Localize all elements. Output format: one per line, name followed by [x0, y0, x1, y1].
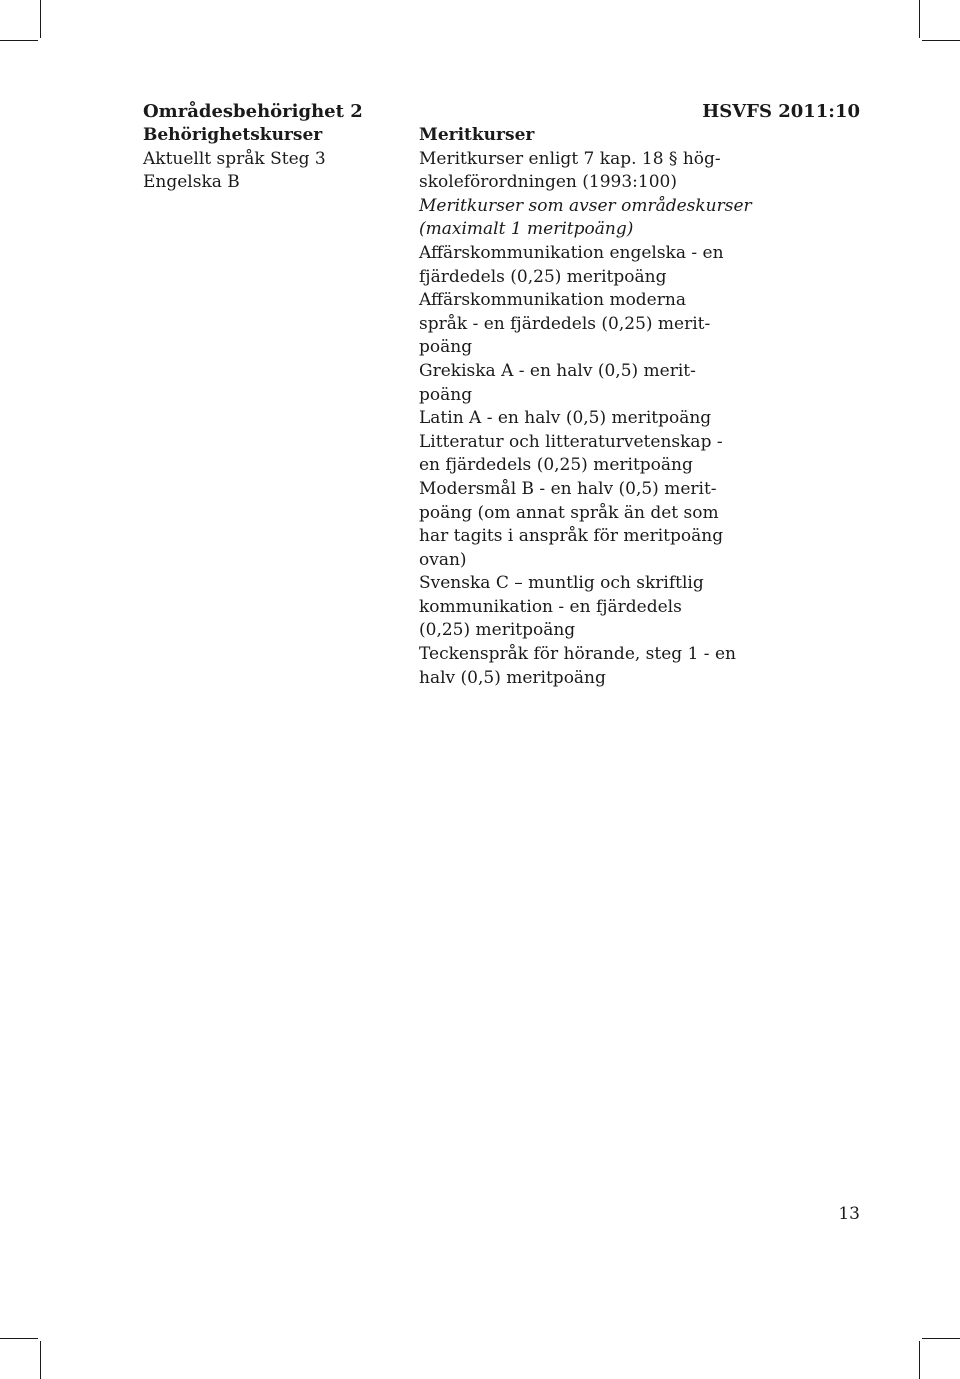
- merit-line: Grekiska A - en halv (0,5) merit-: [419, 360, 696, 381]
- document-code: HSVFS 2011:10: [702, 101, 860, 122]
- merit-line: (maximalt 1 meritpoäng): [419, 219, 634, 240]
- merit-line: Litteratur och litteraturvetenskap -: [419, 431, 723, 452]
- merit-line: ovan): [419, 549, 467, 570]
- crop-mark: [919, 0, 920, 38]
- merit-line: poäng (om annat språk än det som: [419, 502, 719, 523]
- crop-mark: [919, 1341, 920, 1379]
- merit-line: Svenska C – muntlig och skriftlig: [419, 573, 704, 594]
- merit-line: poäng: [419, 384, 473, 405]
- merit-line: har tagits i anspråk för meritpoäng: [419, 526, 724, 547]
- requirement-item: Engelska B: [143, 172, 240, 193]
- merit-line: Modersmål B - en halv (0,5) merit-: [419, 478, 717, 499]
- crop-mark: [40, 1341, 41, 1379]
- crop-mark: [40, 0, 41, 38]
- merit-lines: [419, 148, 752, 691]
- merit-line: poäng: [419, 337, 473, 358]
- merit-line: (0,25) meritpoäng: [419, 620, 576, 641]
- section-title: Områdesbehörighet 2: [143, 101, 363, 122]
- crop-mark: [922, 40, 960, 41]
- merit-line: fjärdedels (0,25) meritpoäng: [419, 266, 667, 287]
- requirement-item: Aktuellt språk Steg 3: [143, 148, 326, 169]
- merit-line: språk - en fjärdedels (0,25) merit-: [419, 313, 711, 334]
- crop-mark: [922, 1338, 960, 1339]
- merit-line: Meritkurser enligt 7 kap. 18 § hög-: [419, 148, 721, 169]
- merit-heading: Meritkurser: [419, 125, 535, 145]
- merit-line: halv (0,5) meritpoäng: [419, 667, 606, 688]
- requirements-heading: Behörighetskurser: [143, 125, 323, 145]
- page-number: 13: [838, 1204, 860, 1224]
- merit-line: en fjärdedels (0,25) meritpoäng: [419, 455, 693, 476]
- merit-line: kommunikation - en fjärdedels: [419, 596, 682, 617]
- merit-line: Affärskommunikation moderna: [419, 290, 686, 311]
- merit-courses-column: [419, 124, 752, 690]
- merit-line: Teckenspråk för hörande, steg 1 - en: [419, 644, 736, 665]
- merit-line: Meritkurser som avser områdeskurser: [419, 195, 752, 216]
- requirements-column: [143, 124, 403, 195]
- crop-mark: [0, 1338, 38, 1339]
- merit-line: Latin A - en halv (0,5) meritpoäng: [419, 408, 712, 429]
- crop-mark: [0, 40, 38, 41]
- merit-line: Affärskommunikation engelska - en: [419, 242, 724, 263]
- merit-line: skoleförordningen (1993:100): [419, 172, 677, 193]
